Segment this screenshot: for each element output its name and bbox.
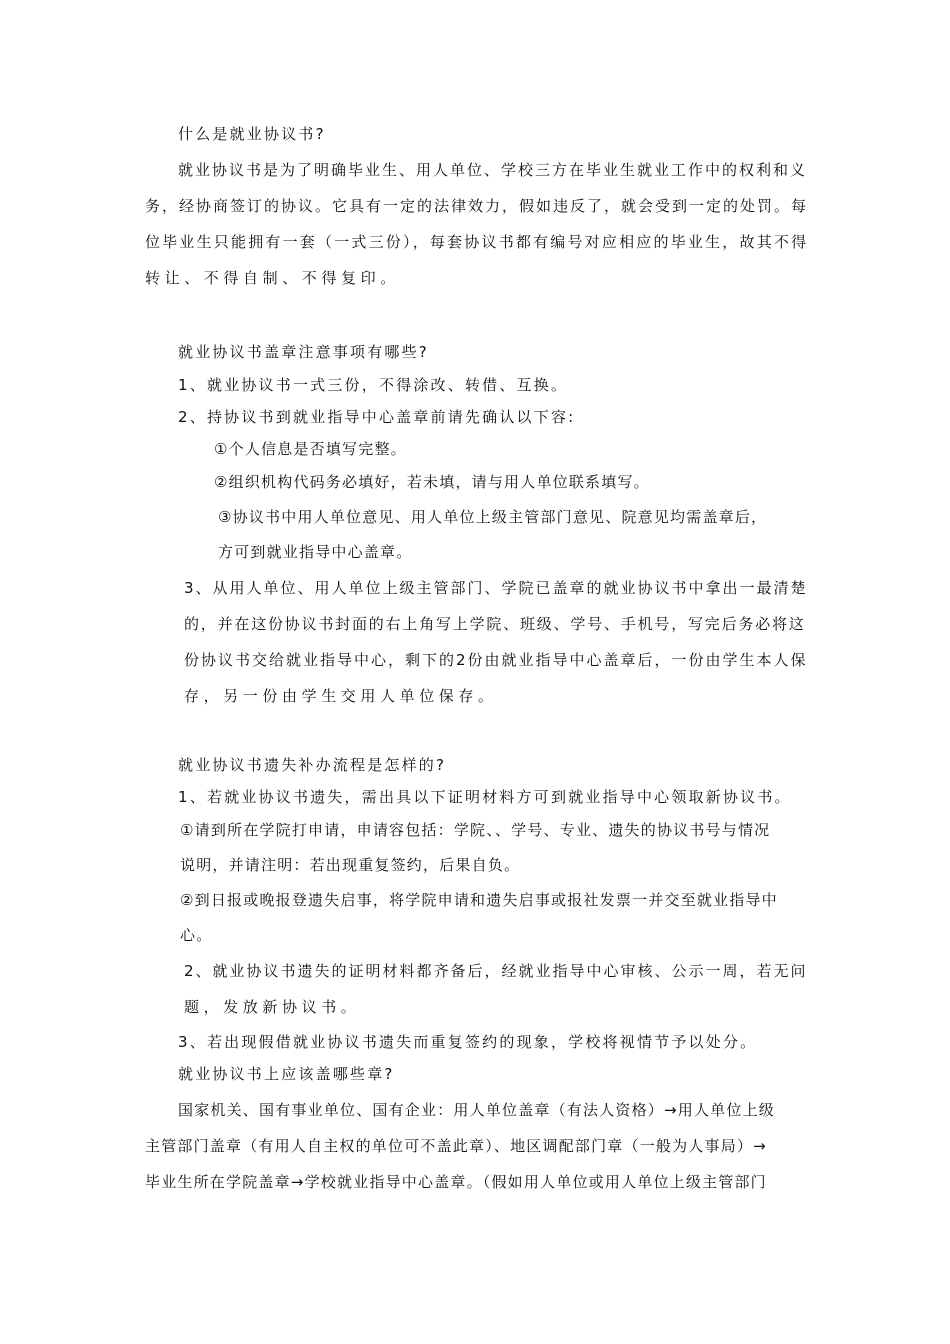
sub-list-item-continued: 方可到就业指导中心盖章。 bbox=[218, 543, 413, 561]
sub-list-item: ②组织机构代码务必填好，若未填，请与用人单位联系填写。 bbox=[214, 473, 650, 491]
list-item: 2、持协议书到就业指导中心盖章前请先确认以下容: bbox=[178, 408, 576, 426]
section-heading-required-stamps: 就业协议书上应该盖哪些章? bbox=[178, 1065, 395, 1083]
section-heading-what-is-agreement: 什么是就业协议书? bbox=[178, 125, 326, 143]
paragraph-line: 位毕业生只能拥有一套（一式三份），每套协议书都有编号对应相应的毕业生，故其不得 bbox=[145, 233, 809, 251]
section-heading-lost-replacement: 就业协议书遗失补办流程是怎样的? bbox=[178, 756, 447, 774]
list-item: 1、就业协议书一式三份，不得涂改、转借、互换。 bbox=[178, 376, 569, 394]
sub-list-item-continued: 心。 bbox=[180, 926, 213, 944]
paragraph-line: 毕业生所在学院盖章→学校就业指导中心盖章。（假如用人单位或用人单位上级主管部门 bbox=[145, 1173, 767, 1191]
paragraph-line: 转让、不得自制、不得复印。 bbox=[145, 269, 400, 287]
paragraph-line: 务，经协商签订的协议。它具有一定的法律效力，假如违反了，就会受到一定的处罚。每 bbox=[145, 197, 809, 215]
section-heading-stamping-notes: 就业协议书盖章注意事项有哪些? bbox=[178, 343, 429, 361]
list-item-continued: 的，并在这份协议书封面的右上角写上学院、班级、学号、手机号，写完后务必将这 bbox=[184, 615, 806, 633]
list-item-continued: 存，另一份由学生交用人单位保存。 bbox=[184, 687, 498, 705]
sub-list-item-continued: 说明，并请注明：若出现重复签约，后果自负。 bbox=[180, 856, 521, 874]
paragraph-line: 国家机关、国有事业单位、国有企业：用人单位盖章（有法人资格）→用人单位上级 bbox=[178, 1101, 775, 1119]
paragraph-line: 就业协议书是为了明确毕业生、用人单位、学校三方在毕业生就业工作中的权利和义 bbox=[178, 161, 808, 179]
list-item: 2、就业协议书遗失的证明材料都齐备后，经就业指导中心审核、公示一周，若无问 bbox=[184, 962, 808, 980]
list-item-continued: 题，发放新协议书。 bbox=[184, 998, 361, 1016]
list-item-continued: 份协议书交给就业指导中心，剩下的2份由就业指导中心盖章后，一份由学生本人保 bbox=[184, 651, 808, 669]
paragraph-line: 主管部门盖章（有用人自主权的单位可不盖此章）、地区调配部门章（一般为人事局）→ bbox=[145, 1137, 767, 1155]
list-item: 1、若就业协议书遗失，需出具以下证明材料方可到就业指导中心领取新协议书。 bbox=[178, 788, 792, 806]
sub-list-item: ③协议书中用人单位意见、用人单位上级主管部门意见、院意见均需盖章后， bbox=[218, 508, 768, 526]
sub-list-item: ①个人信息是否填写完整。 bbox=[214, 440, 407, 458]
list-item: 3、从用人单位、用人单位上级主管部门、学院已盖章的就业协议书中拿出一最清楚 bbox=[184, 579, 808, 597]
list-item: 3、若出现假借就业协议书遗失而重复签约的现象，学校将视情节予以处分。 bbox=[178, 1033, 758, 1051]
sub-list-item: ①请到所在学院打申请，申请容包括：学院、、学号、专业、遗失的协议书号与情况 bbox=[180, 821, 771, 839]
sub-list-item: ②到日报或晚报登遗失启事，将学院申请和遗失启事或报社发票一并交至就业指导中 bbox=[180, 891, 778, 909]
